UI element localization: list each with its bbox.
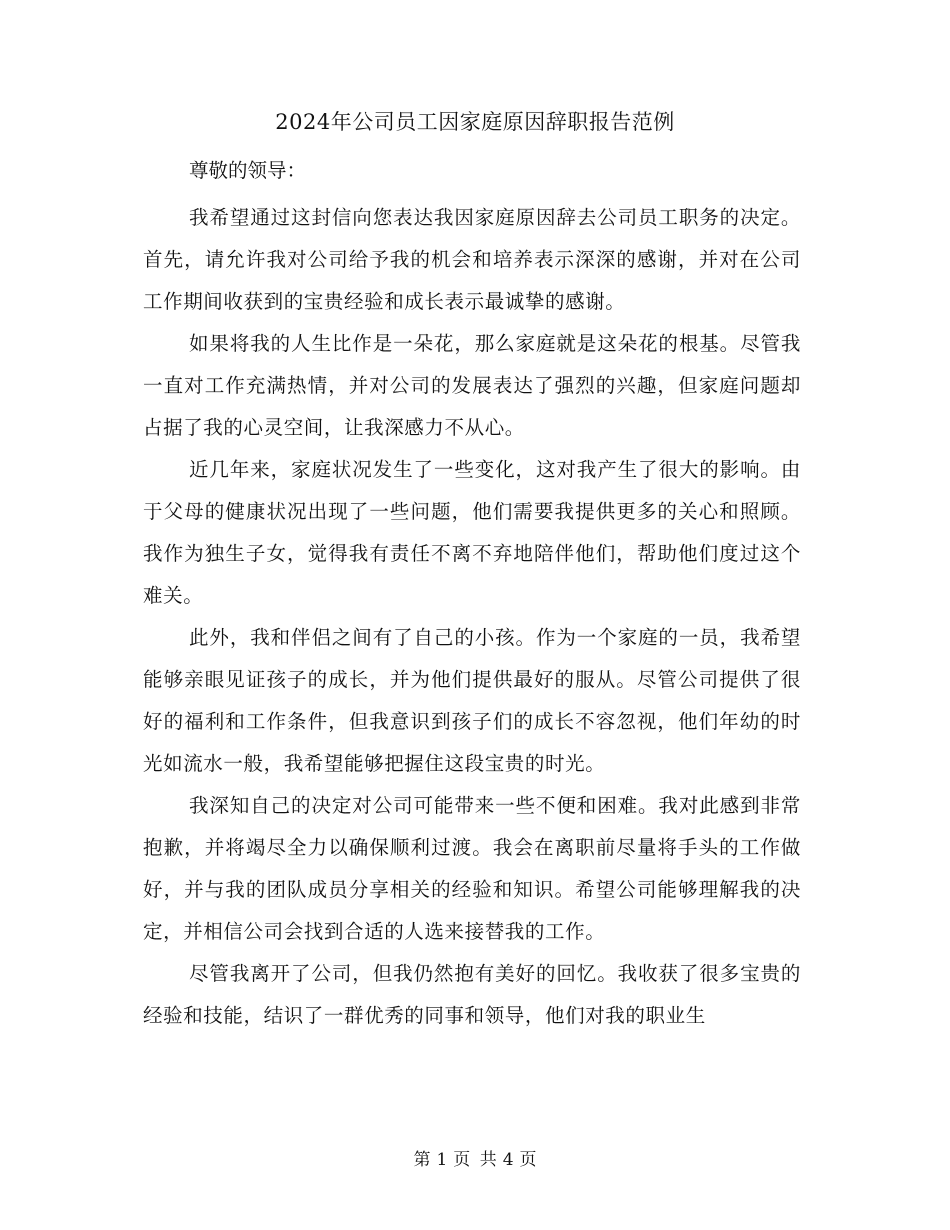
page-total: 4 — [502, 1150, 514, 1170]
page-number: 1 — [436, 1150, 448, 1170]
salutation: 尊敬的领导： — [189, 159, 307, 182]
paragraph: 如果将我的人生比作是一朵花，那么家庭就是这朵花的根基。尽管我一直对工作充满热情，并对公司的发展表达了强烈的兴趣，但家庭问题却占据了我的心灵空间，让我深感力不从心。 — [143, 332, 801, 439]
paragraph: 我深知自己的决定对公司可能带来一些不便和困难。我对此感到非常抱歉，并将竭尽全力以确保顺利过渡。我会在离职前尽量将手头的工作做好，并与我的团队成员分享相关的经验和知识。希望公司能够理解我的决定，并相信公司会找到合适的人选来接替我的工作。 — [143, 794, 801, 943]
page-footer — [0, 1147, 950, 1173]
paragraph: 此外，我和伴侣之间有了自己的小孩。作为一个家庭的一员，我希望能够亲眼见证孩子的成长，并为他们提供最好的服从。尽管公司提供了很好的福利和工作条件，但我意识到孩子们的成长不容忽视，他们年幼的时光如流水一般，我希望能够把握住这段宝贵的时光。 — [143, 626, 801, 775]
paragraph: 尽管我离开了公司，但我仍然抱有美好的回忆。我收获了很多宝贵的经验和技能，结识了一群优秀的同事和领导，他们对我的职业生 — [143, 962, 801, 1027]
footer-suffix: 页 — [519, 1150, 537, 1170]
paragraph: 近几年来，家庭状况发生了一些变化，这对我产生了很大的影响。由于父母的健康状况出现了一些问题，他们需要我提供更多的关心和照顾。我作为独生子女，觉得我有责任不离不弃地陪伴他们，帮助他们度过这个难关。 — [143, 458, 801, 607]
paragraph: 我希望通过这封信向您表达我因家庭原因辞去公司员工职务的决定。首先，请允许我对公司给予我的机会和培养表示深深的感谢，并对在公司工作期间收获到的宝贵经验和成长表示最诚挚的感谢。 — [143, 206, 801, 313]
document-body — [143, 197, 801, 1037]
document-title: 2024年公司员工因家庭原因辞职报告范例 — [275, 110, 675, 134]
footer-middle: 页 共 — [453, 1150, 497, 1170]
footer-prefix: 第 — [413, 1150, 431, 1170]
